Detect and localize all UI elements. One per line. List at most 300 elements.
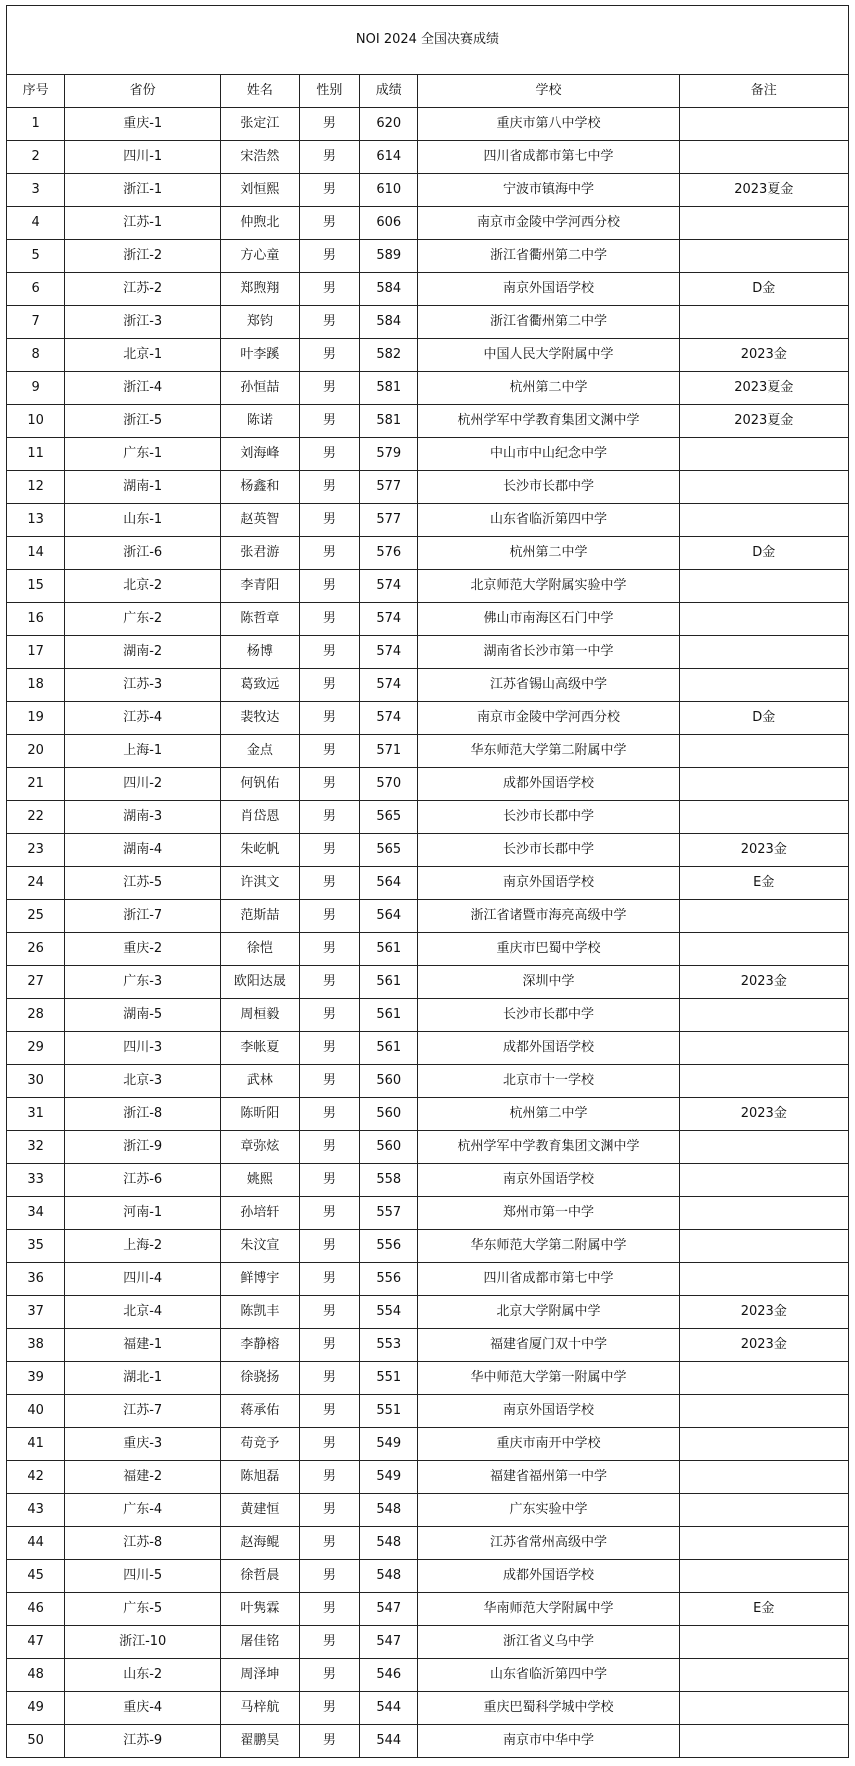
cell-gender: 男 [299,1659,360,1692]
cell-score: 574 [360,702,418,735]
cell-score: 561 [360,933,418,966]
cell-province: 福建-2 [65,1461,221,1494]
table-row [7,1362,849,1395]
cell-rank: 34 [7,1197,65,1230]
cell-note: 2023金 [679,339,848,372]
cell-rank: 22 [7,801,65,834]
cell-gender: 男 [299,372,360,405]
table-row [7,1626,849,1659]
cell-province: 广东-4 [65,1494,221,1527]
header-note: 备注 [679,75,848,108]
table-row [7,669,849,702]
cell-rank: 15 [7,570,65,603]
cell-gender: 男 [299,570,360,603]
cell-note [679,735,848,768]
table-row [7,240,849,273]
cell-score: 614 [360,141,418,174]
cell-province: 上海-1 [65,735,221,768]
cell-name: 杨博 [221,636,299,669]
table-row [7,735,849,768]
cell-score: 558 [360,1164,418,1197]
cell-score: 564 [360,867,418,900]
cell-score: 549 [360,1461,418,1494]
cell-score: 557 [360,1197,418,1230]
cell-name: 欧阳达晟 [221,966,299,999]
cell-rank: 42 [7,1461,65,1494]
cell-province: 上海-2 [65,1230,221,1263]
cell-province: 广东-1 [65,438,221,471]
cell-name: 苟竞予 [221,1428,299,1461]
cell-province: 四川-5 [65,1560,221,1593]
cell-score: 606 [360,207,418,240]
cell-rank: 35 [7,1230,65,1263]
cell-gender: 男 [299,1560,360,1593]
cell-school: 浙江省诸暨市海亮高级中学 [418,900,679,933]
header-gender: 性别 [299,75,360,108]
cell-school: 南京外国语学校 [418,1395,679,1428]
cell-rank: 31 [7,1098,65,1131]
cell-school: 浙江省衢州第二中学 [418,240,679,273]
cell-note [679,603,848,636]
cell-gender: 男 [299,1230,360,1263]
cell-score: 548 [360,1527,418,1560]
cell-province: 重庆-1 [65,108,221,141]
table-row [7,405,849,438]
cell-score: 561 [360,999,418,1032]
cell-note [679,438,848,471]
cell-name: 叶隽霖 [221,1593,299,1626]
cell-province: 广东-3 [65,966,221,999]
cell-note [679,1263,848,1296]
cell-school: 北京师范大学附属实验中学 [418,570,679,603]
cell-gender: 男 [299,1131,360,1164]
cell-score: 570 [360,768,418,801]
cell-gender: 男 [299,867,360,900]
table-row [7,1659,849,1692]
cell-score: 574 [360,636,418,669]
cell-rank: 44 [7,1527,65,1560]
cell-note [679,1725,848,1758]
cell-school: 成都外国语学校 [418,768,679,801]
cell-rank: 5 [7,240,65,273]
cell-gender: 男 [299,1065,360,1098]
cell-name: 陈诺 [221,405,299,438]
cell-name: 宋浩然 [221,141,299,174]
cell-province: 北京-2 [65,570,221,603]
cell-note [679,999,848,1032]
cell-note: 2023金 [679,1296,848,1329]
cell-school: 重庆市巴蜀中学校 [418,933,679,966]
cell-name: 朱屹帆 [221,834,299,867]
cell-name: 赵海鲲 [221,1527,299,1560]
cell-score: 560 [360,1098,418,1131]
results-sheet [6,5,849,1758]
cell-name: 鲜博宇 [221,1263,299,1296]
cell-score: 544 [360,1725,418,1758]
cell-school: 福建省厦门双十中学 [418,1329,679,1362]
cell-rank: 20 [7,735,65,768]
table-row [7,801,849,834]
cell-score: 560 [360,1131,418,1164]
cell-rank: 4 [7,207,65,240]
cell-note [679,471,848,504]
cell-rank: 26 [7,933,65,966]
cell-name: 方心童 [221,240,299,273]
cell-province: 浙江-9 [65,1131,221,1164]
cell-province: 江苏-2 [65,273,221,306]
cell-school: 山东省临沂第四中学 [418,504,679,537]
cell-name: 马梓航 [221,1692,299,1725]
cell-name: 朱汶宣 [221,1230,299,1263]
cell-school: 杭州学军中学教育集团文渊中学 [418,1131,679,1164]
cell-gender: 男 [299,1098,360,1131]
cell-gender: 男 [299,174,360,207]
cell-note [679,240,848,273]
cell-gender: 男 [299,999,360,1032]
cell-note [679,108,848,141]
table-row [7,1527,849,1560]
cell-note: 2023金 [679,1329,848,1362]
table-row [7,1560,849,1593]
cell-rank: 21 [7,768,65,801]
cell-province: 北京-3 [65,1065,221,1098]
cell-rank: 28 [7,999,65,1032]
cell-score: 551 [360,1362,418,1395]
cell-school: 南京外国语学校 [418,273,679,306]
cell-note [679,1395,848,1428]
cell-score: 565 [360,834,418,867]
cell-note [679,1230,848,1263]
table-row [7,1428,849,1461]
cell-note [679,933,848,966]
cell-school: 杭州第二中学 [418,537,679,570]
cell-name: 孙恒喆 [221,372,299,405]
cell-name: 徐骁扬 [221,1362,299,1395]
cell-gender: 男 [299,669,360,702]
cell-gender: 男 [299,1494,360,1527]
cell-rank: 8 [7,339,65,372]
header-row [7,75,849,108]
cell-school: 郑州市第一中学 [418,1197,679,1230]
cell-name: 陈凯丰 [221,1296,299,1329]
cell-rank: 19 [7,702,65,735]
cell-note [679,1131,848,1164]
cell-province: 浙江-2 [65,240,221,273]
cell-province: 浙江-8 [65,1098,221,1131]
cell-gender: 男 [299,1197,360,1230]
cell-rank: 49 [7,1692,65,1725]
cell-province: 湖南-5 [65,999,221,1032]
table-row [7,1230,849,1263]
cell-school: 北京大学附属中学 [418,1296,679,1329]
cell-note [679,207,848,240]
cell-note [679,900,848,933]
cell-rank: 32 [7,1131,65,1164]
cell-score: 560 [360,1065,418,1098]
cell-note [679,504,848,537]
cell-note [679,1032,848,1065]
cell-gender: 男 [299,339,360,372]
cell-note [679,1461,848,1494]
cell-note [679,1626,848,1659]
cell-rank: 47 [7,1626,65,1659]
cell-gender: 男 [299,1362,360,1395]
cell-name: 李青阳 [221,570,299,603]
cell-score: 571 [360,735,418,768]
cell-name: 郑煦翔 [221,273,299,306]
cell-school: 南京市金陵中学河西分校 [418,702,679,735]
cell-province: 江苏-3 [65,669,221,702]
cell-note [679,1428,848,1461]
cell-gender: 男 [299,1527,360,1560]
cell-school: 华东师范大学第二附属中学 [418,735,679,768]
cell-school: 长沙市长郡中学 [418,834,679,867]
cell-gender: 男 [299,1626,360,1659]
cell-name: 陈哲章 [221,603,299,636]
cell-note [679,1659,848,1692]
cell-province: 湖南-1 [65,471,221,504]
cell-school: 南京市金陵中学河西分校 [418,207,679,240]
table-row [7,306,849,339]
cell-rank: 16 [7,603,65,636]
cell-school: 中国人民大学附属中学 [418,339,679,372]
cell-gender: 男 [299,141,360,174]
cell-rank: 24 [7,867,65,900]
cell-rank: 45 [7,1560,65,1593]
cell-note [679,141,848,174]
cell-province: 湖南-2 [65,636,221,669]
table-row [7,108,849,141]
cell-score: 554 [360,1296,418,1329]
cell-rank: 43 [7,1494,65,1527]
table-row [7,1263,849,1296]
cell-school: 南京市中华中学 [418,1725,679,1758]
cell-score: 551 [360,1395,418,1428]
table-row [7,933,849,966]
cell-rank: 46 [7,1593,65,1626]
cell-province: 江苏-4 [65,702,221,735]
cell-name: 肖岱恩 [221,801,299,834]
cell-province: 山东-2 [65,1659,221,1692]
cell-rank: 17 [7,636,65,669]
cell-name: 武林 [221,1065,299,1098]
cell-score: 556 [360,1263,418,1296]
table-row [7,1329,849,1362]
results-table [6,5,849,1758]
table-row [7,1395,849,1428]
cell-name: 葛致远 [221,669,299,702]
cell-name: 许淇文 [221,867,299,900]
table-row [7,867,849,900]
cell-school: 成都外国语学校 [418,1032,679,1065]
cell-gender: 男 [299,933,360,966]
cell-school: 南京外国语学校 [418,867,679,900]
table-row [7,1032,849,1065]
cell-note [679,1527,848,1560]
cell-rank: 11 [7,438,65,471]
cell-gender: 男 [299,438,360,471]
cell-score: 556 [360,1230,418,1263]
cell-name: 孙培轩 [221,1197,299,1230]
cell-name: 李静榕 [221,1329,299,1362]
cell-rank: 9 [7,372,65,405]
table-row [7,999,849,1032]
cell-school: 杭州第二中学 [418,372,679,405]
cell-gender: 男 [299,207,360,240]
cell-score: 584 [360,273,418,306]
table-row [7,339,849,372]
cell-rank: 37 [7,1296,65,1329]
cell-gender: 男 [299,1164,360,1197]
table-row [7,174,849,207]
cell-note: 2023金 [679,834,848,867]
cell-school: 重庆巴蜀科学城中学校 [418,1692,679,1725]
cell-province: 江苏-5 [65,867,221,900]
cell-province: 北京-1 [65,339,221,372]
cell-school: 山东省临沂第四中学 [418,1659,679,1692]
table-body [7,108,849,1758]
table-row [7,372,849,405]
cell-name: 李帐夏 [221,1032,299,1065]
cell-school: 成都外国语学校 [418,1560,679,1593]
cell-name: 叶李蹊 [221,339,299,372]
cell-note [679,1494,848,1527]
cell-note [679,801,848,834]
header-name: 姓名 [221,75,299,108]
cell-name: 刘恒熙 [221,174,299,207]
table-row [7,1494,849,1527]
cell-school: 浙江省衢州第二中学 [418,306,679,339]
cell-name: 杨鑫和 [221,471,299,504]
cell-school: 长沙市长郡中学 [418,801,679,834]
cell-note: D金 [679,702,848,735]
header-rank: 序号 [7,75,65,108]
cell-gender: 男 [299,471,360,504]
cell-name: 蒋承佑 [221,1395,299,1428]
cell-gender: 男 [299,1263,360,1296]
cell-score: 582 [360,339,418,372]
header-school: 学校 [418,75,679,108]
cell-gender: 男 [299,801,360,834]
cell-score: 581 [360,372,418,405]
title-row [7,6,849,75]
table-row [7,537,849,570]
cell-name: 何钒佑 [221,768,299,801]
cell-gender: 男 [299,405,360,438]
cell-rank: 2 [7,141,65,174]
cell-rank: 41 [7,1428,65,1461]
cell-score: 576 [360,537,418,570]
cell-name: 仲煦北 [221,207,299,240]
cell-school: 浙江省义乌中学 [418,1626,679,1659]
cell-rank: 10 [7,405,65,438]
cell-school: 佛山市南海区石门中学 [418,603,679,636]
cell-province: 湖南-4 [65,834,221,867]
cell-gender: 男 [299,603,360,636]
cell-school: 华中师范大学第一附属中学 [418,1362,679,1395]
cell-score: 564 [360,900,418,933]
cell-province: 浙江-5 [65,405,221,438]
cell-name: 赵英智 [221,504,299,537]
cell-gender: 男 [299,735,360,768]
table-row [7,1197,849,1230]
table-row [7,834,849,867]
table-row [7,141,849,174]
cell-note: E金 [679,867,848,900]
cell-note [679,768,848,801]
cell-score: 610 [360,174,418,207]
cell-province: 江苏-6 [65,1164,221,1197]
cell-province: 浙江-1 [65,174,221,207]
cell-note [679,636,848,669]
cell-name: 金点 [221,735,299,768]
cell-note [679,1164,848,1197]
cell-school: 南京外国语学校 [418,1164,679,1197]
cell-province: 四川-3 [65,1032,221,1065]
cell-score: 549 [360,1428,418,1461]
cell-note [679,1692,848,1725]
cell-gender: 男 [299,1593,360,1626]
cell-province: 浙江-3 [65,306,221,339]
cell-province: 重庆-3 [65,1428,221,1461]
cell-province: 湖北-1 [65,1362,221,1395]
cell-gender: 男 [299,273,360,306]
cell-name: 陈昕阳 [221,1098,299,1131]
table-row [7,966,849,999]
cell-note: D金 [679,273,848,306]
cell-province: 广东-5 [65,1593,221,1626]
cell-score: 574 [360,603,418,636]
cell-note [679,1560,848,1593]
cell-score: 553 [360,1329,418,1362]
cell-name: 翟鹏昊 [221,1725,299,1758]
cell-school: 华东师范大学第二附属中学 [418,1230,679,1263]
cell-gender: 男 [299,1032,360,1065]
cell-gender: 男 [299,1461,360,1494]
cell-school: 北京市十一学校 [418,1065,679,1098]
cell-note: D金 [679,537,848,570]
cell-province: 浙江-7 [65,900,221,933]
cell-rank: 36 [7,1263,65,1296]
cell-province: 重庆-2 [65,933,221,966]
table-title: NOI 2024 全国决赛成绩 [7,6,849,75]
cell-gender: 男 [299,504,360,537]
cell-note [679,570,848,603]
cell-score: 548 [360,1494,418,1527]
cell-province: 江苏-1 [65,207,221,240]
cell-name: 姚熙 [221,1164,299,1197]
cell-score: 561 [360,1032,418,1065]
cell-score: 574 [360,570,418,603]
cell-school: 江苏省锡山高级中学 [418,669,679,702]
cell-score: 546 [360,1659,418,1692]
cell-school: 华南师范大学附属中学 [418,1593,679,1626]
cell-rank: 30 [7,1065,65,1098]
cell-province: 重庆-4 [65,1692,221,1725]
cell-score: 589 [360,240,418,273]
cell-gender: 男 [299,1428,360,1461]
cell-province: 浙江-10 [65,1626,221,1659]
cell-province: 浙江-6 [65,537,221,570]
cell-name: 周泽坤 [221,1659,299,1692]
cell-school: 四川省成都市第七中学 [418,141,679,174]
cell-rank: 6 [7,273,65,306]
cell-name: 裴牧达 [221,702,299,735]
cell-rank: 18 [7,669,65,702]
cell-score: 544 [360,1692,418,1725]
cell-gender: 男 [299,966,360,999]
cell-score: 620 [360,108,418,141]
